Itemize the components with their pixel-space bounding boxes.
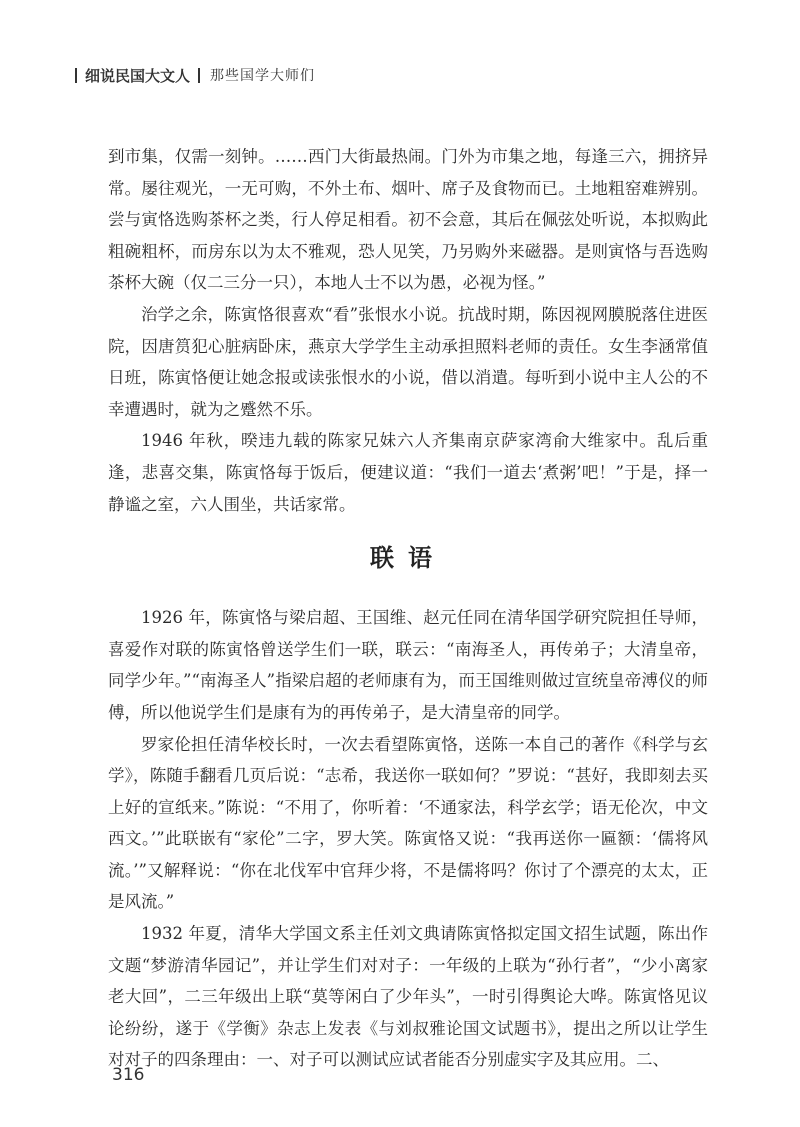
book-title: 细说民国大文人 xyxy=(85,66,191,85)
header-divider xyxy=(198,68,200,83)
body-paragraph: 1946 年秋，暌违九载的陈家兄妹六人齐集南京萨家湾俞大维家中。乱后重逢，悲喜交集，陈寅恪每于饭后，便建议道：“我们一道去‘煮粥’吧！”于是，择一静谧之室，六人围坐，共话家常。 xyxy=(108,431,708,514)
section-title: 那些国学大师们 xyxy=(210,68,316,84)
body-paragraph: 1932 年夏，清华大学国文系主任刘文典请陈寅恪拟定国文招生试题，陈出作文题“梦游清华园记”，并让学生们对对子：一年级的上联为“孙行者”，“少小离家老大回”，二三年级出上联“莫等闲白了少年头”，一时引得舆论大哗。陈寅恪见议论纷纷，遂于《学衡》杂志上发表《与刘叔雅论国文试题书》，提出之所以让学生对对子的四条理由：一、对子可以测试应试者能否分别虚实字及其应用。二、 xyxy=(108,924,708,1070)
header-divider xyxy=(75,68,77,83)
page-body xyxy=(108,141,708,1076)
section-heading: 联语 xyxy=(370,543,446,573)
page-number: 316 xyxy=(112,1065,145,1085)
body-paragraph: 到市集，仅需一刻钟。……西门大街最热闹。门外为市集之地，每逢三六，拥挤异常。屡往观光，一无可购，不外土布、烟叶、席子及食物而已。土地粗窑难辨别。尝与寅恪选购茶杯之类，行人停足相看。初不会意，其后在佩弦处听说，本拟购此粗碗粗杯，而房东以为太不雅观，恐人见笑，乃另购外来磁器。是则寅恪与吾选购茶杯大碗（仅二三分一只），本地人士不以为愚，必视为怪。” xyxy=(108,147,708,293)
running-header xyxy=(75,64,315,86)
body-paragraph: 1926 年，陈寅恪与梁启超、王国维、赵元任同在清华国学研究院担任导师，喜爱作对联的陈寅恪曾送学生们一联，联云：“南海圣人，再传弟子；大清皇帝，同学少年。”“南海圣人”指梁启超的老师康有为，而王国维则做过宣统皇帝溥仪的师傅，所以他说学生们是康有为的再传弟子，是大清皇帝的同学。 xyxy=(108,608,708,722)
body-paragraph: 罗家伦担任清华校长时，一次去看望陈寅恪，送陈一本自己的著作《科学与玄学》，陈随手翻看几页后说：“志希，我送你一联如何？”罗说：“甚好，我即刻去买上好的宣纸来。”陈说：“不用了，你听着：‘不通家法，科学玄学；语无伦次，中文西文。’”此联嵌有“家伦”二字，罗大笑。陈寅恪又说：“我再送你一匾额：‘儒将风流。’”又解释说：“你在北伐军中官拜少将，不是儒将吗？你讨了个漂亮的太太，正是风流。” xyxy=(108,734,708,912)
body-paragraph: 治学之余，陈寅恪很喜欢“看”张恨水小说。抗战时期，陈因视网膜脱落住进医院，因唐筼犯心脏病卧床，燕京大学学生主动承担照料老师的责任。女生李涵常值日班，陈寅恪便让她念报或读张恨水的小说，借以消遣。每听到小说中主人公的不幸遭遇时，就为之蹙然不乐。 xyxy=(108,304,708,419)
